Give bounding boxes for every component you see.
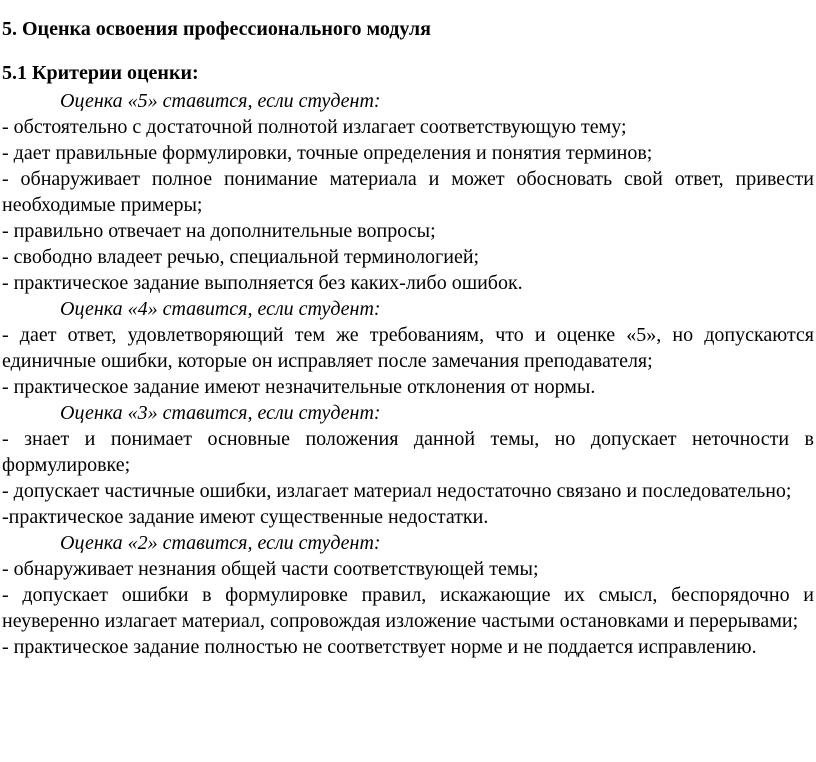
criterion-item: - свободно владеет речью, специальной терминологией; — [2, 246, 480, 268]
grade-title-4: Оценка «4» ставится, если студент: — [60, 298, 381, 320]
criterion-item: - допускает частичные ошибки, излагает материал недостаточно связано и последовательно; — [2, 480, 792, 502]
criterion-item: - дает ответ, удовлетворяющий тем же требованиям, что и оценке «5», но допускаются единичные ошибки, которые он исправляет после замечания преподавателя; — [2, 324, 814, 372]
grade-block-3 — [2, 400, 816, 530]
criterion-item: -практическое задание имеют существенные недостатки. — [2, 506, 489, 528]
criterion-item: - обстоятельно с достаточной полнотой излагает соответствующую тему; — [2, 116, 627, 138]
criterion-item: - практическое задание полностью не соответствует норме и не поддается исправлению. — [2, 636, 757, 658]
grade-title-5: Оценка «5» ставится, если студент: — [60, 90, 381, 112]
grade-block-5 — [2, 88, 816, 296]
grade-title-2: Оценка «2» ставится, если студент: — [60, 532, 381, 554]
grade-title-3: Оценка «3» ставится, если студент: — [60, 402, 381, 424]
grade-block-2 — [2, 530, 816, 660]
criterion-item: - знает и понимает основные положения данной темы, но допускает неточности в формулировке; — [2, 428, 814, 476]
criterion-item: - практическое задание имеют незначительные отклонения от нормы. — [2, 376, 596, 398]
criterion-item: - обнаруживает незнания общей части соответствующей темы; — [2, 558, 539, 580]
criterion-item: - дает правильные формулировки, точные определения и понятия терминов; — [2, 142, 653, 164]
criterion-item: - обнаруживает полное понимание материала и может обосновать свой ответ, привести необходимые примеры; — [2, 168, 814, 216]
criterion-item: - допускает ошибки в формулировке правил, искажающие их смысл, беспорядочно и неуверенно излагает материал, сопровождая изложение частыми остановками и перерывами; — [2, 584, 814, 632]
subsection-heading: 5.1 Критерии оценки: — [2, 62, 199, 84]
section-heading: 5. Оценка освоения профессионального модуля — [2, 18, 431, 40]
criterion-item: - практическое задание выполняется без каких-либо ошибок. — [2, 272, 523, 294]
grade-block-4 — [2, 296, 816, 400]
criterion-item: - правильно отвечает на дополнительные вопросы; — [2, 220, 436, 242]
